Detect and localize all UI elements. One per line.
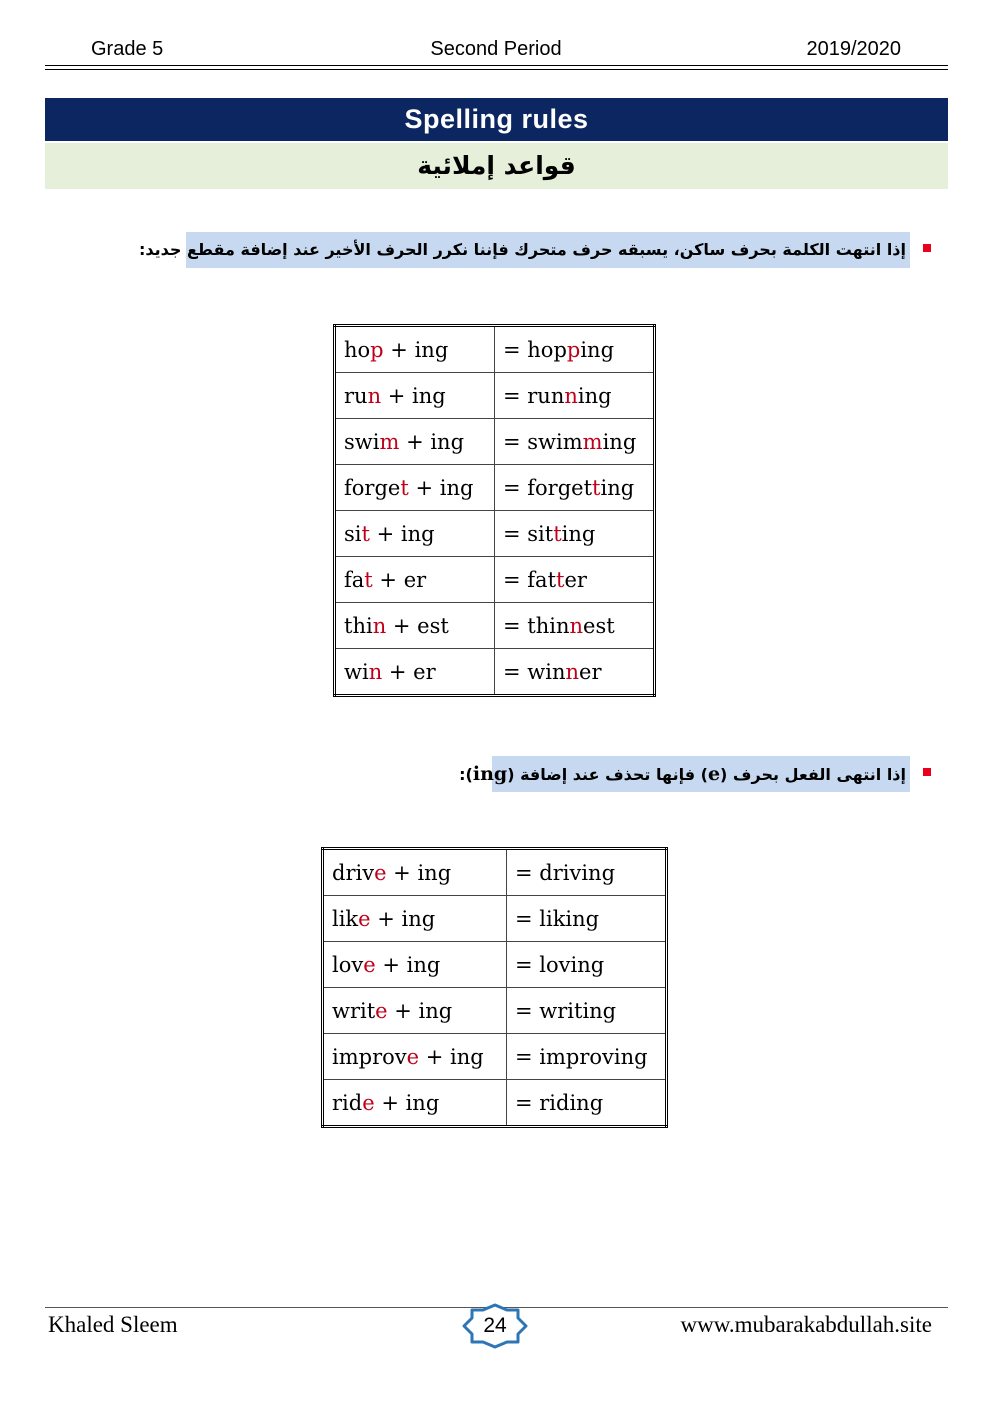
table-row bbox=[323, 1034, 667, 1080]
result-word: = loving bbox=[515, 952, 605, 977]
result-word: = driving bbox=[515, 860, 616, 885]
table-row bbox=[335, 603, 655, 649]
final-consonant: m bbox=[379, 429, 400, 454]
final-consonant: n bbox=[372, 613, 387, 638]
final-consonant: n bbox=[368, 659, 383, 684]
suffix: + ing bbox=[399, 429, 465, 454]
rule-two-part-c: ): bbox=[459, 765, 473, 784]
final-e: e bbox=[362, 1090, 375, 1115]
header-grade: Grade 5 bbox=[91, 38, 164, 60]
square-bullet-icon bbox=[923, 768, 931, 776]
word-plus-suffix-cell bbox=[335, 649, 495, 696]
drop-e-table bbox=[321, 847, 668, 1128]
result-cell bbox=[495, 419, 655, 465]
word-plus-suffix-cell bbox=[335, 465, 495, 511]
table-row bbox=[323, 988, 667, 1034]
word-plus-suffix-cell bbox=[335, 603, 495, 649]
suffix: + ing bbox=[381, 383, 446, 408]
suffix: + ing bbox=[408, 475, 474, 500]
rule-two-part-a: إذا انتهى الفعل بحرف ( bbox=[720, 765, 906, 784]
doubled-consonant: p bbox=[566, 337, 581, 362]
table-row bbox=[335, 326, 655, 373]
final-consonant: n bbox=[367, 383, 382, 408]
base-word: lik bbox=[332, 906, 359, 931]
word-plus-suffix-cell bbox=[323, 1080, 507, 1127]
page-header bbox=[45, 38, 947, 66]
doubled-consonant: n bbox=[565, 659, 580, 684]
doubled-consonant: n bbox=[569, 613, 584, 638]
result-end: ing bbox=[602, 429, 637, 454]
word-plus-suffix-cell bbox=[335, 511, 495, 557]
result-start: = swim bbox=[503, 429, 583, 454]
square-bullet-icon bbox=[923, 244, 931, 252]
result-start: = sit bbox=[503, 521, 554, 546]
word-plus-suffix-cell bbox=[323, 896, 507, 942]
suffix: + er bbox=[372, 567, 427, 592]
suffix: + er bbox=[382, 659, 436, 684]
result-word: = writing bbox=[515, 998, 617, 1023]
footer-author: Khaled Sleem bbox=[48, 1312, 178, 1337]
doubled-consonant: t bbox=[592, 475, 601, 500]
rule-two-text bbox=[459, 756, 910, 792]
base-word: rid bbox=[332, 1090, 363, 1115]
rule-two-part-b: ) فإنها تحذف عند إضافة ( bbox=[507, 765, 708, 784]
result-word: = liking bbox=[515, 906, 600, 931]
footer-website: www.mubarakabdullah.site bbox=[680, 1312, 932, 1337]
base-word: lov bbox=[332, 952, 364, 977]
result-start: = win bbox=[503, 659, 566, 684]
table-row bbox=[335, 465, 655, 511]
doubled-consonant: n bbox=[564, 383, 578, 408]
result-word: = improving bbox=[515, 1044, 648, 1069]
suffix: + ing bbox=[370, 906, 436, 931]
rule-two-ing: ing bbox=[472, 763, 508, 785]
table-row bbox=[335, 511, 655, 557]
result-start: = hop bbox=[503, 337, 567, 362]
final-e: e bbox=[374, 860, 387, 885]
header-divider bbox=[45, 65, 948, 66]
result-cell bbox=[507, 1034, 667, 1080]
base-word: ru bbox=[344, 383, 368, 408]
base-word: ho bbox=[344, 337, 371, 362]
result-end: er bbox=[579, 659, 602, 684]
base-word: si bbox=[344, 521, 362, 546]
page-subtitle-arabic: قواعد إملائية bbox=[45, 143, 948, 189]
table-row bbox=[335, 373, 655, 419]
base-word: wi bbox=[344, 659, 369, 684]
word-plus-suffix-cell bbox=[323, 849, 507, 896]
header-period: Second Period bbox=[430, 38, 562, 60]
rule-one-text: إذا انتهت الكلمة بحرف ساكن، يسبقه حرف متحرك فإننا نكرر الحرف الأخير عند إضافة مقطع جديد: bbox=[186, 232, 910, 268]
base-word: forge bbox=[344, 475, 401, 500]
table-row bbox=[335, 419, 655, 465]
result-cell bbox=[495, 557, 655, 603]
suffix: + ing bbox=[419, 1044, 484, 1069]
final-consonant: p bbox=[370, 337, 384, 362]
result-cell bbox=[507, 849, 667, 896]
doubled-consonant: m bbox=[582, 429, 603, 454]
word-plus-suffix-cell bbox=[323, 942, 507, 988]
base-word: writ bbox=[332, 998, 376, 1023]
result-cell bbox=[495, 603, 655, 649]
result-start: = run bbox=[503, 383, 565, 408]
table-row bbox=[323, 896, 667, 942]
suffix: + ing bbox=[374, 1090, 440, 1115]
result-cell bbox=[507, 1080, 667, 1127]
result-end: er bbox=[564, 567, 587, 592]
result-end: ing bbox=[577, 383, 612, 408]
base-word: thi bbox=[344, 613, 373, 638]
table-row bbox=[335, 557, 655, 603]
page-title: Spelling rules bbox=[45, 98, 948, 141]
result-cell bbox=[495, 326, 655, 373]
word-plus-suffix-cell bbox=[335, 326, 495, 373]
table-row bbox=[323, 942, 667, 988]
suffix: + est bbox=[386, 613, 449, 638]
header-divider-thin bbox=[45, 69, 948, 70]
rule-two-letter-e: e bbox=[707, 763, 721, 785]
suffix: + ing bbox=[369, 521, 435, 546]
base-word: swi bbox=[344, 429, 380, 454]
result-cell bbox=[495, 373, 655, 419]
final-consonant: t bbox=[361, 521, 370, 546]
final-e: e bbox=[375, 998, 388, 1023]
table-row bbox=[323, 849, 667, 896]
result-cell bbox=[495, 465, 655, 511]
result-cell bbox=[495, 511, 655, 557]
final-e: e bbox=[358, 906, 371, 931]
final-consonant: t bbox=[400, 475, 409, 500]
result-cell bbox=[507, 942, 667, 988]
result-word: = riding bbox=[515, 1090, 604, 1115]
suffix: + ing bbox=[386, 860, 452, 885]
word-plus-suffix-cell bbox=[323, 1034, 507, 1080]
result-end: est bbox=[583, 613, 615, 638]
base-word: improv bbox=[332, 1044, 407, 1069]
page-number: 24 bbox=[483, 1314, 507, 1337]
word-plus-suffix-cell bbox=[335, 557, 495, 603]
base-word: fa bbox=[344, 567, 365, 592]
table-row bbox=[323, 1080, 667, 1127]
result-end: ing bbox=[561, 521, 596, 546]
final-e: e bbox=[406, 1044, 420, 1069]
result-start: = forget bbox=[503, 475, 593, 500]
result-end: ing bbox=[600, 475, 635, 500]
result-cell bbox=[507, 896, 667, 942]
doubled-consonant: t bbox=[556, 567, 565, 592]
result-cell bbox=[507, 988, 667, 1034]
result-start: = fat bbox=[503, 567, 557, 592]
final-e: e bbox=[363, 952, 376, 977]
result-end: ing bbox=[580, 337, 615, 362]
doubled-consonant: t bbox=[553, 521, 562, 546]
word-plus-suffix-cell bbox=[335, 419, 495, 465]
final-consonant: t bbox=[364, 567, 373, 592]
suffix: + ing bbox=[375, 952, 441, 977]
header-year: 2019/2020 bbox=[806, 38, 901, 60]
result-cell bbox=[495, 649, 655, 696]
doubling-consonant-table bbox=[333, 324, 656, 697]
suffix: + ing bbox=[383, 337, 449, 362]
result-start: = thin bbox=[503, 613, 570, 638]
word-plus-suffix-cell bbox=[335, 373, 495, 419]
suffix: + ing bbox=[387, 998, 453, 1023]
word-plus-suffix-cell bbox=[323, 988, 507, 1034]
base-word: driv bbox=[332, 860, 375, 885]
table-row bbox=[335, 649, 655, 696]
